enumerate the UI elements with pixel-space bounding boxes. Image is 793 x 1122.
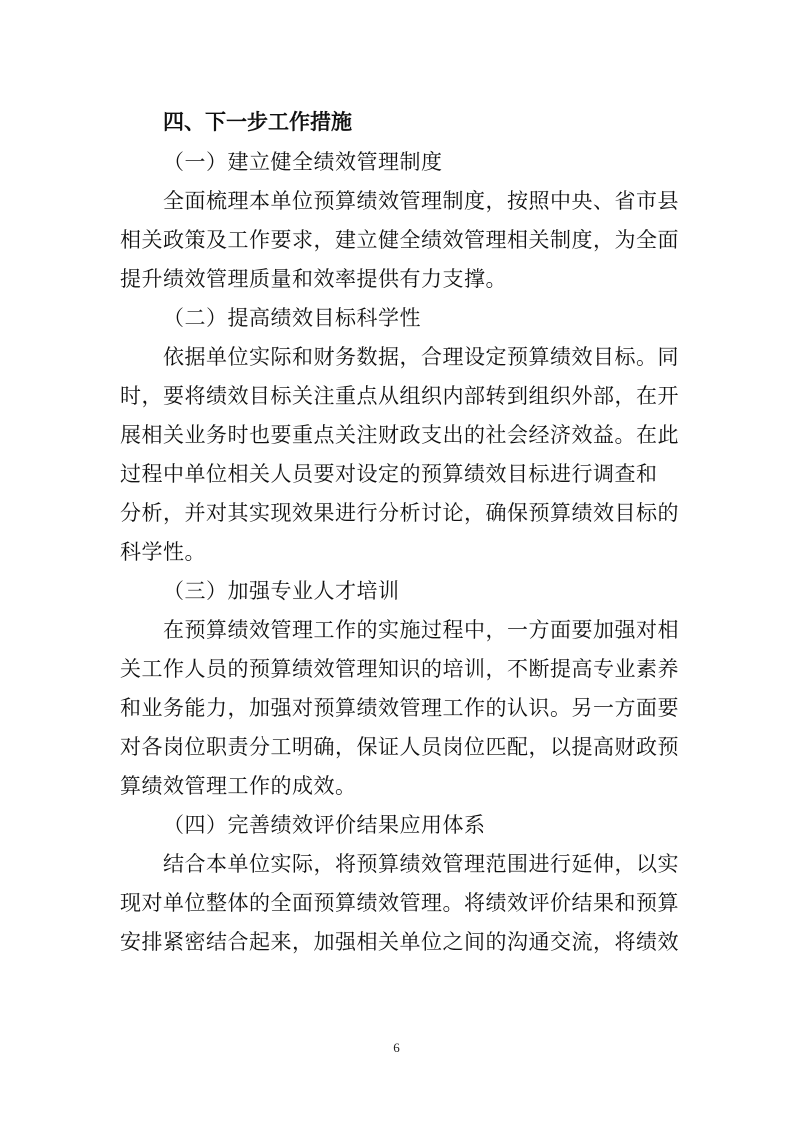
paragraph-line: 全面梳理本单位预算绩效管理制度，按照中央、省市县 [163,189,679,213]
paragraph-line: 展相关业务时也要重点关注财政支出的社会经济效益。在此 [120,423,679,447]
paragraph-line: 相关政策及工作要求，建立健全绩效管理相关制度，为全面 [120,228,679,252]
paragraph-line: 算绩效管理工作的成效。 [120,774,357,798]
section-heading: 四、下一步工作措施 [163,110,352,134]
paragraph-line: 时，要将绩效目标关注重点从组织内部转到组织外部，在开 [120,384,679,408]
paragraph-line: 提升绩效管理质量和效率提供有力支撑。 [120,267,507,291]
paragraph-line: 在预算绩效管理工作的实施过程中，一方面要加强对相 [163,618,679,642]
paragraph-line: 安排紧密结合起来，加强相关单位之间的沟通交流，将绩效 [120,930,679,954]
paragraph-line: 过程中单位相关人员要对设定的预算绩效目标进行调查和 [120,462,658,486]
paragraph-line: 依据单位实际和财务数据，合理设定预算绩效目标。同 [163,345,679,369]
paragraph-line: 现对单位整体的全面预算绩效管理。将绩效评价结果和预算 [120,891,679,915]
subsection-title-3: （三）加强专业人才培训 [163,579,400,603]
paragraph-line: 科学性。 [120,540,206,564]
subsection-title-4: （四）完善绩效评价结果应用体系 [163,813,486,837]
paragraph-line: 分析，并对其实现效果进行分析讨论，确保预算绩效目标的 [120,501,679,525]
subsection-title-1: （一）建立健全绩效管理制度 [163,150,443,174]
paragraph-line: 关工作人员的预算绩效管理知识的培训，不断提高专业素养 [120,657,679,681]
paragraph-line: 结合本单位实际，将预算绩效管理范围进行延伸，以实 [163,852,679,876]
paragraph-line: 对各岗位职责分工明确，保证人员岗位匹配，以提高财政预 [120,735,679,759]
subsection-title-2: （二）提高绩效目标科学性 [163,306,421,330]
page-number: 6 [393,1040,400,1055]
paragraph-line: 和业务能力，加强对预算绩效管理工作的认识。另一方面要 [120,696,679,720]
